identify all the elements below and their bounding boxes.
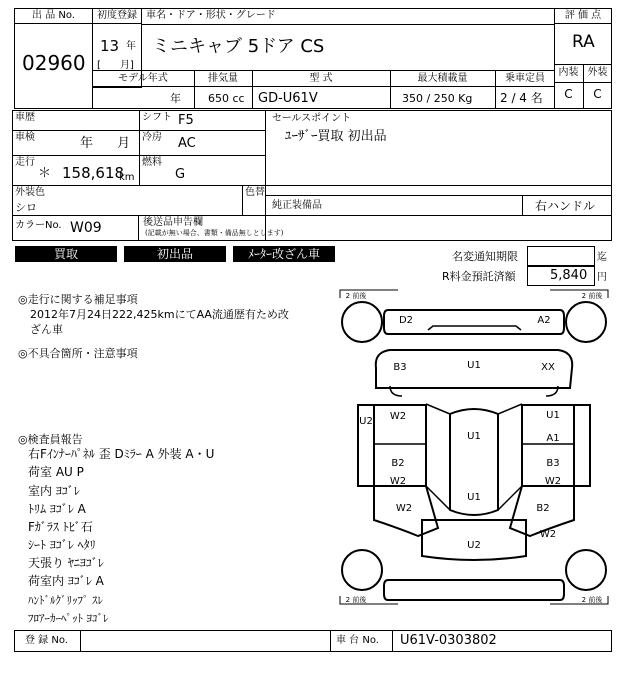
report-line: 荷室 AU P: [28, 465, 84, 479]
report-line: ｼｰﾄ ﾖｺﾞﾚ ﾍﾀﾘ: [28, 538, 96, 552]
sales-label: セールスポイント: [272, 113, 352, 124]
chassis-value: U61V-0303802: [400, 633, 497, 648]
code-w2-left-3: W2: [395, 503, 413, 514]
mileage-label: 走行: [15, 157, 35, 168]
cc-value: 650 cc: [208, 92, 245, 105]
code-a1: A1: [546, 433, 560, 444]
shaken-label: 車検: [15, 132, 35, 143]
corner-br-label: 2 前後: [581, 596, 603, 604]
mileage-note-text1: 2012年7月24日222,425kmにてAA流通歴有ため改: [30, 308, 289, 321]
code-w2-left-2: W2: [389, 476, 407, 487]
code-u1-right: U1: [546, 410, 560, 421]
report-line: 室内 ﾖｺﾞﾚ: [28, 484, 80, 498]
mileage-value: 158,618: [62, 164, 125, 182]
badge-kaitori: 買取: [15, 246, 117, 262]
code-b2-right: B2: [536, 503, 550, 514]
code-w2-left-1: W2: [389, 411, 407, 422]
code-b3: B3: [393, 362, 407, 373]
code-w2-right-1: W2: [544, 476, 562, 487]
car-name: ミニキャブ 5ドア CS: [152, 36, 325, 57]
reg-month-unit: 月]: [120, 60, 134, 71]
color-value: シロ: [15, 201, 37, 214]
footer-box: [14, 630, 612, 652]
reg-no-label: 登 録 No.: [25, 635, 68, 646]
corner-tl-label: 2 前後: [345, 292, 367, 300]
badge-first-listing: 初出品: [124, 246, 226, 262]
recycle-value: 5,840: [550, 268, 588, 283]
report-line: 荷室内 ﾖｺﾞﾚ A: [28, 574, 104, 588]
cc-label: 排気量: [208, 73, 238, 84]
code-u1-roof-1: U1: [467, 431, 481, 442]
transfer-unit: 迄: [597, 252, 607, 263]
shift-value: F5: [178, 113, 194, 128]
reg-year: 13: [100, 37, 120, 55]
mileage-note-text2: ざん車: [30, 323, 63, 336]
grade-label: 評 価 点: [554, 9, 612, 24]
car-damage-diagram: [338, 288, 610, 608]
defect-title: ◎不具合箇所・注意事項: [18, 347, 138, 360]
report-line: 天張り ﾔﾆﾖｺﾞﾚ: [28, 556, 104, 570]
sales-value: ﾕｰｻﾞｰ買取 初出品: [285, 129, 387, 144]
interior-grade: C: [564, 87, 573, 101]
mileage-prefix: ＊: [38, 166, 52, 181]
interior-label: 内装: [558, 67, 579, 78]
lot-label: 出 品 No.: [14, 9, 93, 24]
code-b3-right: B3: [546, 458, 560, 469]
recycle-label: R料金預託済額: [442, 270, 516, 283]
mileage-unit: km: [119, 172, 135, 183]
equip-label: 純正装備品: [272, 200, 322, 211]
corner-tr-label: 2 前後: [581, 292, 603, 300]
type-label: 型 式: [309, 73, 333, 84]
ac-value: AC: [178, 136, 196, 151]
code-u2-bottom: U2: [467, 540, 481, 551]
report-line: Fｶﾞﾗｽ ﾄﾋﾞ石: [28, 520, 93, 534]
report-line: ﾌﾛｱｰｶｰﾍﾟｯﾄ ﾖｺﾞﾚ: [28, 612, 109, 625]
transfer-label: 名変通知期限: [452, 250, 518, 263]
recycle-unit: 円: [597, 272, 607, 283]
docs-note: (記載が無い場合、書類・備品無しとします): [145, 229, 284, 237]
color-no-label: カラーNo.: [15, 220, 62, 231]
code-u2-left: U2: [359, 416, 373, 427]
corner-bl-label: 2 前後: [345, 596, 367, 604]
repaint-label: 色替: [245, 187, 265, 198]
report-line: ﾊﾝﾄﾞﾙｸﾞﾘｯﾌﾟ ｽﾚ: [28, 594, 103, 607]
grade-value: RA: [572, 32, 595, 52]
model-year-label: モデル年式: [118, 73, 168, 84]
transfer-box: [527, 246, 595, 266]
fuel-label: 燃料: [142, 157, 162, 168]
report-line: 右Fｲﾝﾅｰﾊﾟﾈﾙ 歪 Dﾐﾗｰ A 外装 A・U: [28, 447, 215, 461]
mileage-note-title: ◎走行に関する補足事項: [18, 293, 138, 306]
reg-month-open: [: [97, 60, 101, 71]
exterior-grade: C: [593, 87, 602, 101]
model-year-unit: 年: [170, 92, 181, 105]
code-xx: XX: [541, 362, 555, 373]
seats-value: 2 / 4 名: [500, 91, 543, 105]
docs-label: 後送品申告欄: [143, 217, 203, 228]
color-no-value: W09: [70, 220, 102, 236]
reg-label: 初度登録: [92, 9, 142, 24]
seats-label: 乗車定員: [505, 73, 545, 84]
ac-label: 冷房: [142, 132, 162, 143]
car-label: 車名・ドア・形状・グレード: [146, 10, 276, 21]
inspector-title: ◎検査員報告: [18, 433, 83, 446]
load-label: 最大積載量: [417, 73, 468, 84]
shift-label: シフト: [142, 112, 172, 123]
code-b2-left: B2: [391, 458, 405, 469]
report-line: ﾄﾘﾑ ﾖｺﾞﾚ A: [28, 502, 86, 516]
code-u1-top: U1: [467, 360, 481, 371]
color-label: 外装色: [15, 187, 45, 198]
code-w2-right-2: W2: [539, 529, 557, 540]
shaken-value: 年 月: [80, 136, 131, 151]
code-a2: A2: [537, 315, 551, 326]
code-u1-roof-2: U1: [467, 492, 481, 503]
badge-meter-tampered: ﾒｰﾀｰ改ざん車: [233, 246, 335, 262]
code-d2: D2: [398, 315, 414, 326]
reg-year-unit: 年: [126, 41, 136, 52]
history-label: 車歴: [15, 112, 35, 123]
load-value: 350 / 250 Kg: [402, 92, 473, 105]
chassis-label: 車 台 No.: [336, 635, 379, 646]
lot-number: 02960: [22, 51, 86, 75]
type-value: GD-U61V: [258, 91, 318, 106]
fuel-value: G: [175, 167, 186, 182]
exterior-label: 外装: [587, 67, 608, 78]
handle-value: 右ハンドル: [535, 199, 596, 213]
